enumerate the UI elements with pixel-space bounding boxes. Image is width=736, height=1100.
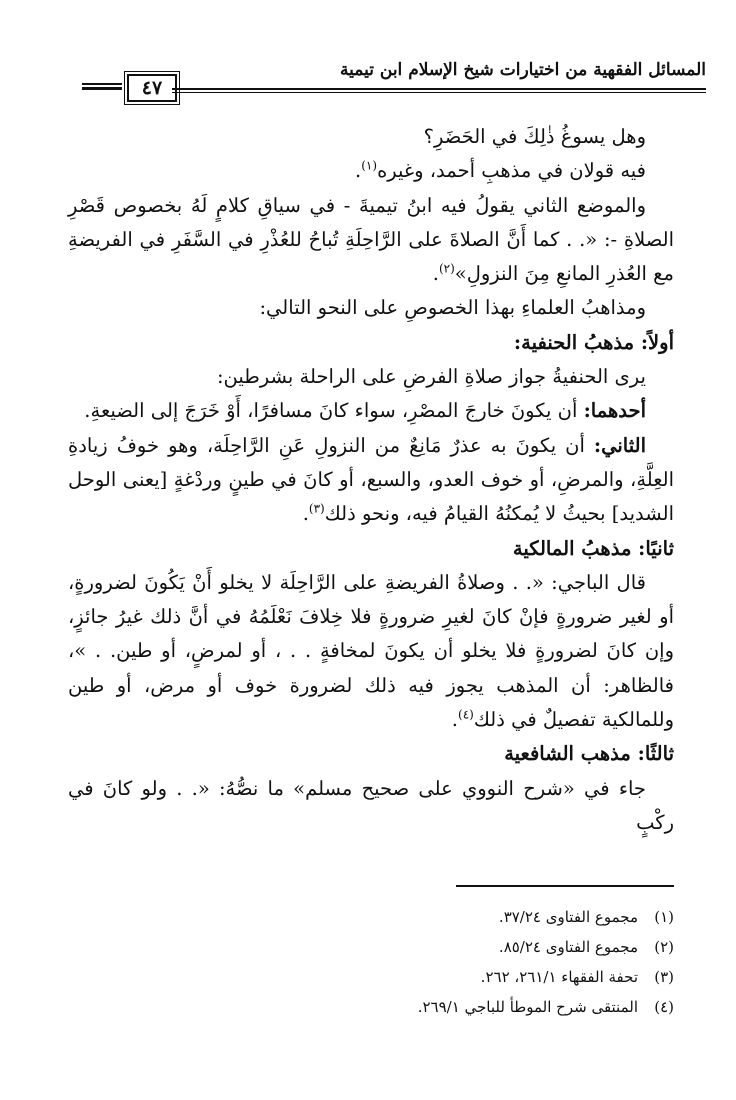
paragraph bbox=[68, 120, 674, 154]
paragraph bbox=[68, 291, 674, 325]
footnotes bbox=[68, 902, 674, 1022]
footnote-text: مجموع الفتاوى ٨٥/٢٤. bbox=[498, 938, 638, 956]
header-rule-thin bbox=[172, 92, 706, 93]
text-line: ومذاهبُ العلماءِ بهذا الخصوصِ على النحو التالي: bbox=[259, 296, 646, 320]
footnote-separator bbox=[456, 885, 674, 887]
footnote-number: (١) bbox=[654, 908, 674, 926]
footnote-ref: (٤) bbox=[458, 707, 474, 722]
paragraph bbox=[68, 566, 674, 737]
condition-label: أحدهما: bbox=[583, 399, 646, 423]
text-line: وهل يسوغُ ذٰلِكَ في الحَضَرِ؟ bbox=[423, 125, 646, 148]
paragraph bbox=[68, 772, 674, 841]
text-line: قال الباجي: «. . وصلاةُ الفريضةِ على الرَّاحِلَة لا يخلو أَنْ يَكُونَ لضرورةٍ، أو لغير ضرورةٍ فإنْ كانَ لغيرِ ضرورةٍ فلا خِلافَ نَعْلَمُهُ في أنَّ ذلك غيرُ جائزٍ، وإن كانَ لضرورةٍ فلا يخلو أن يكونَ لمخافةٍ . . ، أو لمرضٍ، أو طين. . »، فالظاهر: أن المذهب يجوز فيه ذلك لضرورة خوف أو مرض، أو طين وللمالكية تفصيلٌ في ذلك bbox=[68, 570, 674, 732]
footnote-text: تحفة الفقهاء ٢٦١/١، ٢٦٢. bbox=[480, 968, 638, 986]
text-line: جاء في «شرح النووي على صحيح مسلم» ما نصُّهُ: «. . ولو كانَ في ركْبٍ bbox=[68, 776, 674, 834]
text-punct: . bbox=[451, 708, 458, 732]
footnote bbox=[68, 902, 674, 932]
footnote-number: (٢) bbox=[654, 938, 674, 956]
paragraph bbox=[68, 394, 674, 428]
text-line: أن يكونَ به عذرٌ مَانِعٌ من النزولِ عَنِ الرَّاحِلَة، وهو خوفُ زيادةِ العِلَّةِ، والمرضِ، أو خوف العدو، والسبع، أو كانَ في طينٍ وردْغةٍ [يعنى الوحل الشديد] بحيثُ لا يُمكنُهُ القيامُ فيه، ونحو ذلك bbox=[68, 433, 674, 526]
running-header bbox=[82, 52, 706, 102]
header-title: المسائل الفقهية من اختيارات شيخ الإسلام ابن تيمية bbox=[340, 60, 706, 80]
paragraph bbox=[68, 360, 674, 394]
header-rule bbox=[172, 88, 706, 90]
paragraph bbox=[68, 154, 674, 188]
text-punct: . bbox=[302, 502, 309, 526]
text-line: فيه قولان في مذهبِ أحمد، وغيره bbox=[377, 159, 646, 183]
section-heading-hanafi: أولاً: مذهبُ الحنفية: bbox=[513, 330, 674, 354]
footnote-text: مجموع الفتاوى ٣٧/٢٤. bbox=[498, 908, 638, 926]
text-punct: . bbox=[432, 262, 439, 286]
text-punct: . bbox=[355, 159, 362, 183]
header-rule-left bbox=[82, 83, 122, 86]
page-number: ٤٧ bbox=[127, 74, 177, 102]
footnote-ref: (١) bbox=[361, 158, 378, 173]
condition-label: الثاني: bbox=[593, 433, 646, 457]
section-heading-shafii: ثالثًا: مذهب الشافعية bbox=[504, 742, 674, 766]
footnote bbox=[68, 992, 674, 1022]
text-line: أن يكونَ خارجَ المصْرِ، سواء كانَ مسافرًا، أَوْ خَرَجَ إلى الضيعةِ. bbox=[84, 399, 578, 423]
paragraph bbox=[68, 429, 674, 532]
text-line: يرى الحنفيةُ جواز صلاةِ الفرضِ على الراحلة بشرطين: bbox=[216, 365, 646, 389]
footnote-number: (٣) bbox=[654, 968, 674, 986]
text-line: والموضع الثاني يقولُ فيه ابنُ تيميةَ - في سياقِ كلامٍ لَهُ بخصوص قَصْرِ الصلاةِ -: «. . كما أَنَّ الصلاةَ على الرَّاحِلَةِ تُباحُ للعُذْرِ في السَّفَرِ في الفريضةِ مع العُذرِ المانعِ مِنَ النزولِ» bbox=[68, 193, 674, 286]
paragraph bbox=[68, 189, 674, 292]
footnote bbox=[68, 932, 674, 962]
footnote bbox=[68, 962, 674, 992]
footnote-ref: (٣) bbox=[308, 501, 325, 516]
main-text bbox=[68, 120, 674, 840]
section-heading-maliki: ثانيًا: مذهبُ المالكية bbox=[512, 536, 674, 560]
footnote-number: (٤) bbox=[654, 998, 674, 1016]
footnote-ref: (٢) bbox=[438, 261, 455, 276]
footnote-text: المنتقى شرح الموطأ للباجي ٢٦٩/١. bbox=[417, 998, 638, 1016]
